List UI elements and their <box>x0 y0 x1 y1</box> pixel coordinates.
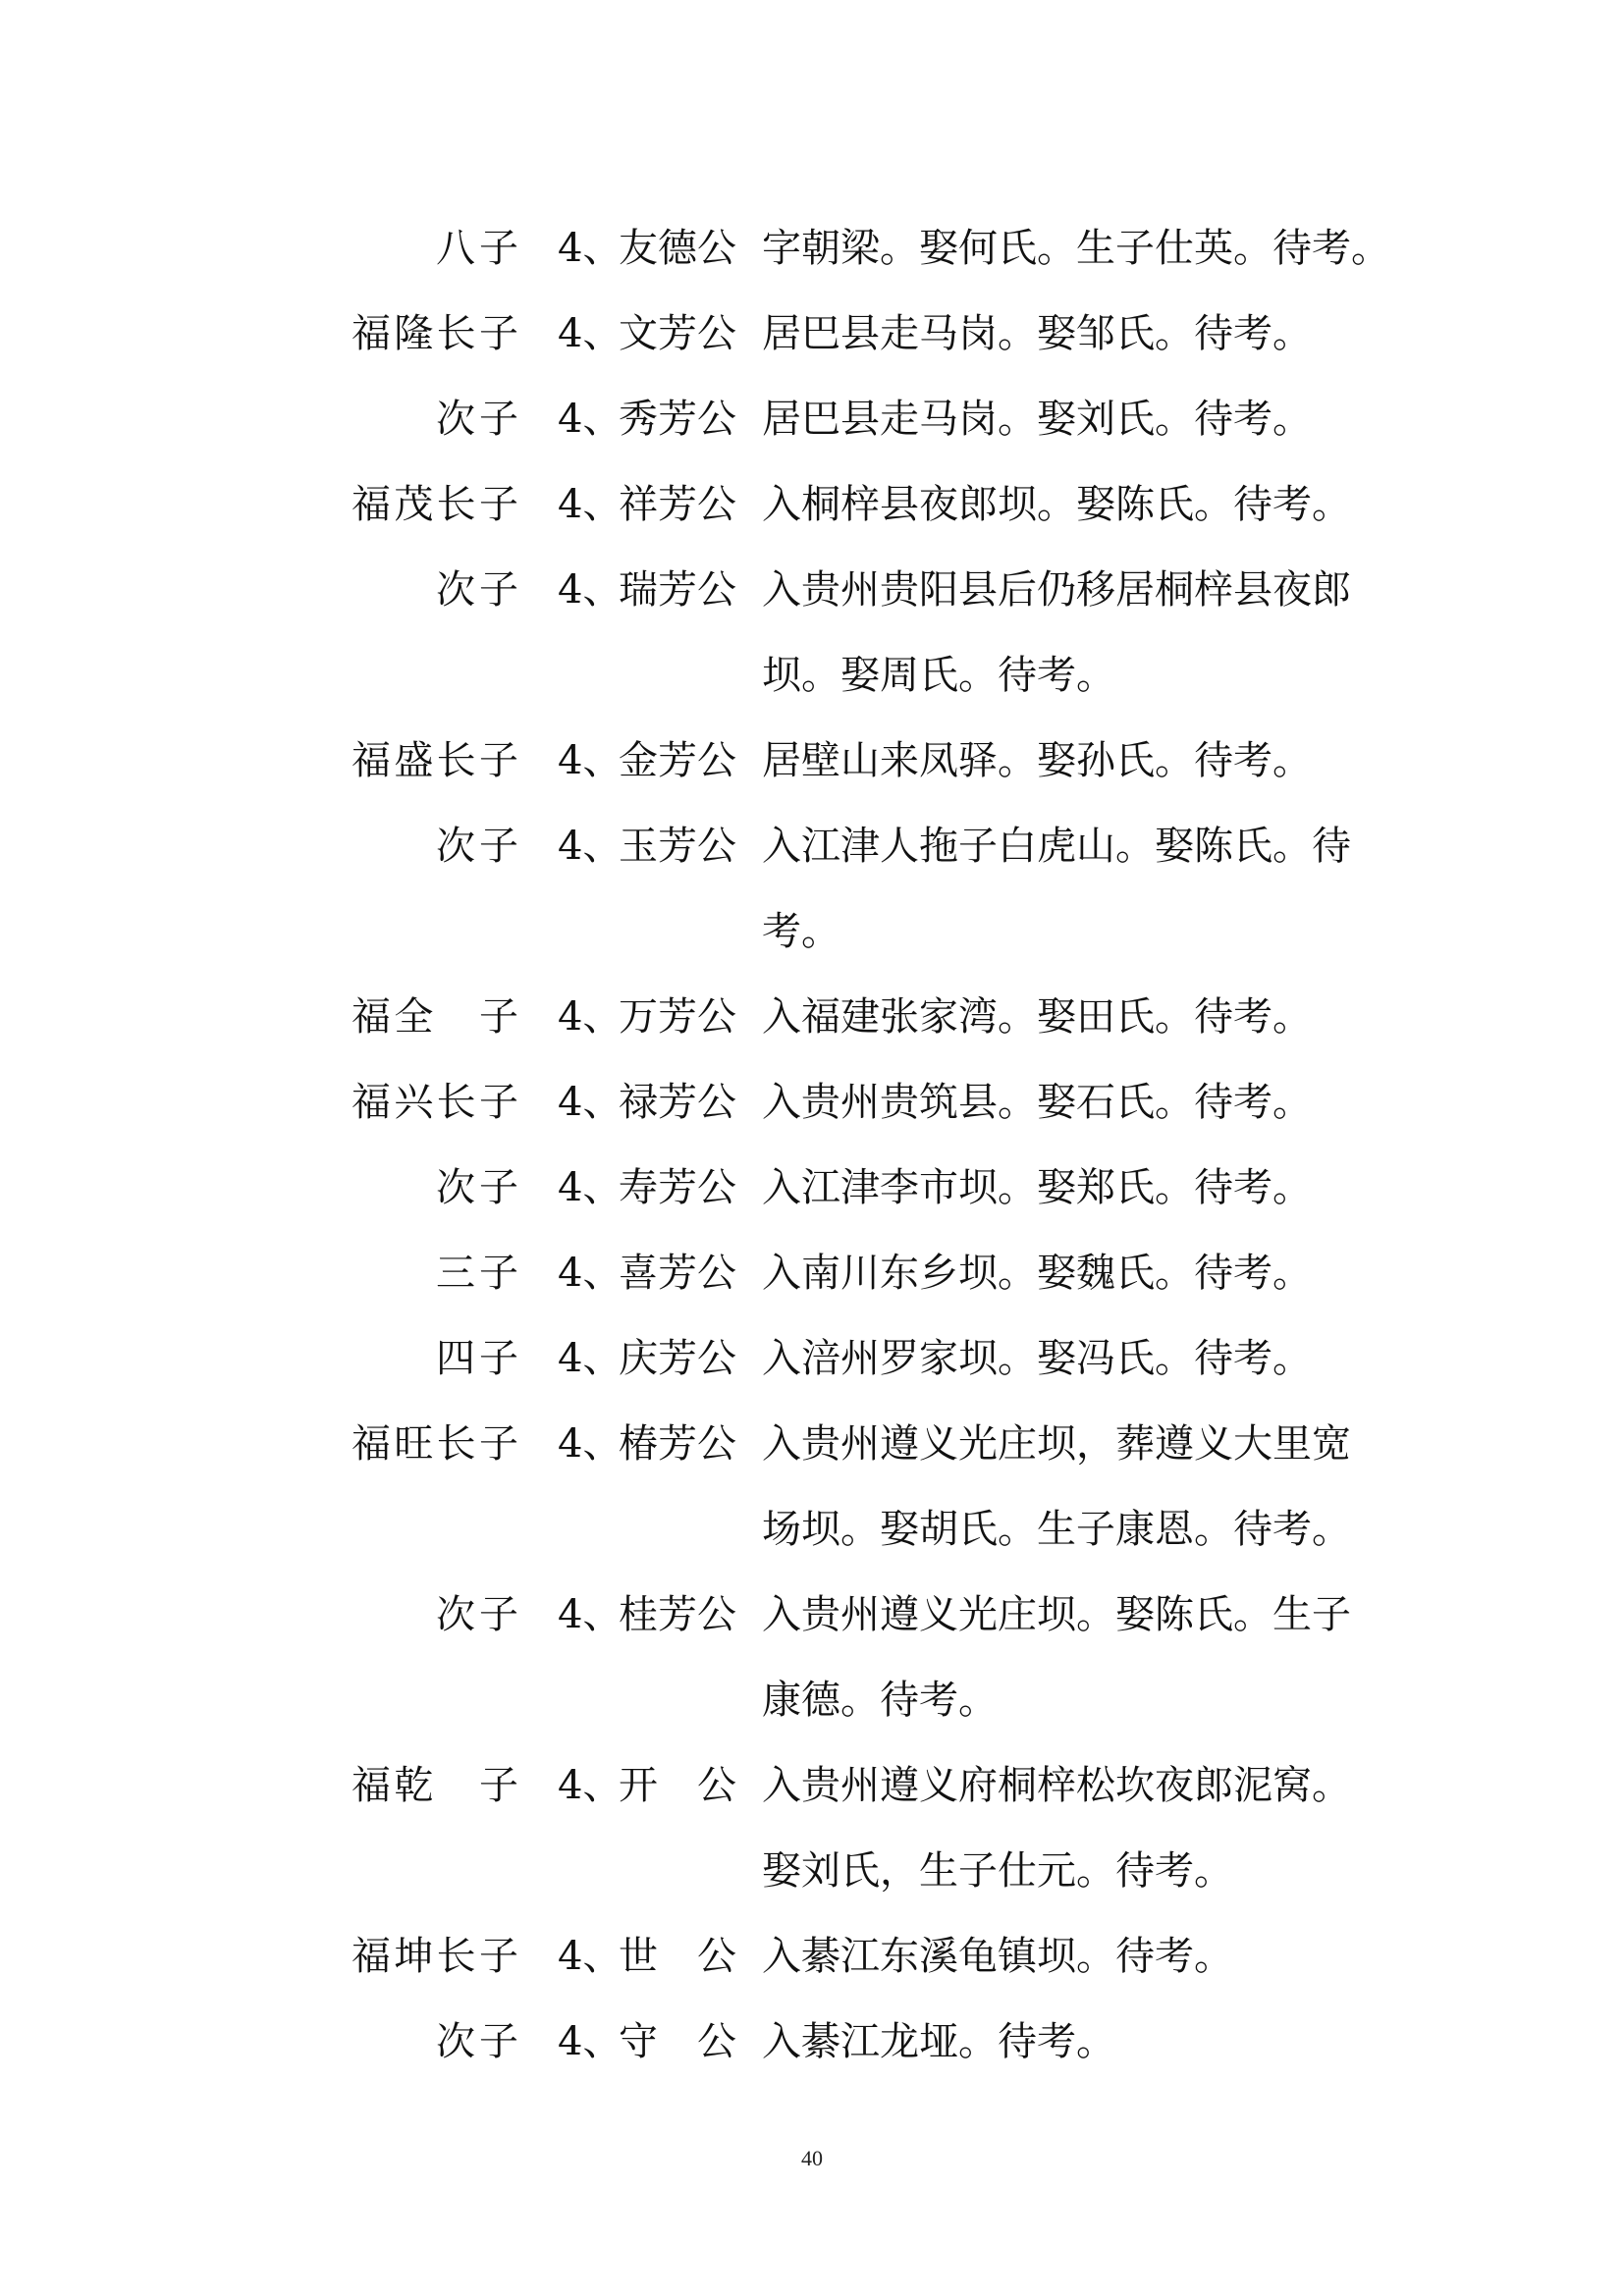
generation-number: 4、 <box>558 1165 623 1210</box>
generation-number: 4、 <box>558 1592 623 1637</box>
relation-label: 福兴长子 <box>352 1080 518 1125</box>
relation-label: 福茂长子 <box>352 482 518 527</box>
generation-number: 4、 <box>558 1080 623 1125</box>
relation-label: 四子 <box>436 1336 518 1381</box>
list-item-continuation <box>0 889 1624 975</box>
relation-label: 福坤长子 <box>352 1934 518 1979</box>
person-name: 万芳公 <box>619 994 736 1040</box>
generation-number: 4、 <box>558 994 623 1040</box>
person-description: 入江津人拖子白虎山。娶陈氏。待 <box>762 824 1351 869</box>
list-item-continuation <box>0 1829 1624 1914</box>
relation-label: 次子 <box>436 1592 518 1637</box>
list-item <box>0 548 1624 633</box>
person-name: 禄芳公 <box>619 1080 736 1125</box>
list-item <box>0 1060 1624 1146</box>
list-item-continuation <box>0 633 1624 719</box>
generation-number: 4、 <box>558 482 623 527</box>
list-item <box>0 804 1624 889</box>
person-name: 金芳公 <box>619 738 736 783</box>
list-item <box>0 975 1624 1060</box>
person-description: 入贵州贵筑县。娶石氏。待考。 <box>762 1080 1312 1125</box>
list-item <box>0 206 1624 292</box>
person-description: 入江津李市坝。娶郑氏。待考。 <box>762 1165 1312 1210</box>
person-description: 居巴县走马岗。娶刘氏。待考。 <box>762 397 1312 442</box>
list-item <box>0 1231 1624 1316</box>
relation-label: 次子 <box>436 824 518 869</box>
person-description: 入贵州遵义府桐梓松坎夜郎泥窝。 <box>762 1763 1351 1808</box>
list-item <box>0 1573 1624 1658</box>
generation-number: 4、 <box>558 311 623 356</box>
list-item-continuation <box>0 1658 1624 1743</box>
relation-label: 次子 <box>436 567 518 613</box>
person-description: 入綦江龙垭。待考。 <box>762 2019 1115 2064</box>
person-name: 守 公 <box>619 2019 736 2064</box>
person-name: 庆芳公 <box>619 1336 736 1381</box>
relation-label: 福旺长子 <box>352 1421 518 1467</box>
person-description: 入贵州遵义光庄坝，葬遵义大里宽 <box>762 1421 1351 1467</box>
person-name: 祥芳公 <box>619 482 736 527</box>
relation-label: 福盛长子 <box>352 738 518 783</box>
list-item <box>0 1402 1624 1487</box>
relation-label: 次子 <box>436 2019 518 2064</box>
relation-label: 三子 <box>436 1251 518 1296</box>
list-item <box>0 292 1624 377</box>
list-item <box>0 377 1624 462</box>
relation-label: 福乾 子 <box>352 1763 518 1808</box>
person-description: 居巴县走马岗。娶邹氏。待考。 <box>762 311 1312 356</box>
page-number: 40 <box>801 2146 823 2170</box>
generation-number: 4、 <box>558 1336 623 1381</box>
person-description: 入贵州贵阳县后仍移居桐梓县夜郎 <box>762 567 1351 613</box>
list-item-continuation <box>0 1487 1624 1573</box>
list-item <box>0 462 1624 548</box>
person-description: 字朝梁。娶何氏。生子仕英。待考。 <box>762 226 1390 271</box>
person-description: 入福建张家湾。娶田氏。待考。 <box>762 994 1312 1040</box>
generation-number: 4、 <box>558 1934 623 1979</box>
person-description: 入贵州遵义光庄坝。娶陈氏。生子 <box>762 1592 1351 1637</box>
person-name: 寿芳公 <box>619 1165 736 1210</box>
generation-number: 4、 <box>558 2019 623 2064</box>
generation-number: 4、 <box>558 226 623 271</box>
generation-number: 4、 <box>558 738 623 783</box>
person-description: 娶刘氏，生子仕元。待考。 <box>762 1848 1233 1894</box>
person-description: 居壁山来凤驿。娶孙氏。待考。 <box>762 738 1312 783</box>
relation-label: 八子 <box>436 226 518 271</box>
generation-number: 4、 <box>558 824 623 869</box>
generation-number: 4、 <box>558 1421 623 1467</box>
relation-label: 福全 子 <box>352 994 518 1040</box>
list-item <box>0 719 1624 804</box>
person-description: 入綦江东溪龟镇坝。待考。 <box>762 1934 1233 1979</box>
relation-label: 次子 <box>436 397 518 442</box>
person-name: 桂芳公 <box>619 1592 736 1637</box>
list-item <box>0 1146 1624 1231</box>
generation-number: 4、 <box>558 1763 623 1808</box>
relation-label: 次子 <box>436 1165 518 1210</box>
generation-number: 4、 <box>558 1251 623 1296</box>
person-description: 入南川东乡坝。娶魏氏。待考。 <box>762 1251 1312 1296</box>
person-name: 秀芳公 <box>619 397 736 442</box>
person-description: 考。 <box>762 909 840 954</box>
person-name: 世 公 <box>619 1934 736 1979</box>
person-description: 入涪州罗家坝。娶冯氏。待考。 <box>762 1336 1312 1381</box>
genealogy-list <box>0 206 1624 2085</box>
person-description: 康德。待考。 <box>762 1678 998 1723</box>
generation-number: 4、 <box>558 567 623 613</box>
list-item <box>0 1743 1624 1829</box>
generation-number: 4、 <box>558 397 623 442</box>
person-name: 友德公 <box>619 226 736 271</box>
person-name: 文芳公 <box>619 311 736 356</box>
person-description: 入桐梓县夜郎坝。娶陈氏。待考。 <box>762 482 1351 527</box>
list-item <box>0 1914 1624 2000</box>
person-description: 坝。娶周氏。待考。 <box>762 653 1115 698</box>
relation-label: 福隆长子 <box>352 311 518 356</box>
list-item <box>0 2000 1624 2085</box>
person-name: 瑞芳公 <box>619 567 736 613</box>
person-name: 玉芳公 <box>619 824 736 869</box>
person-name: 开 公 <box>619 1763 736 1808</box>
list-item <box>0 1316 1624 1402</box>
person-description: 场坝。娶胡氏。生子康恩。待考。 <box>762 1507 1351 1552</box>
person-name: 椿芳公 <box>619 1421 736 1467</box>
person-name: 喜芳公 <box>619 1251 736 1296</box>
